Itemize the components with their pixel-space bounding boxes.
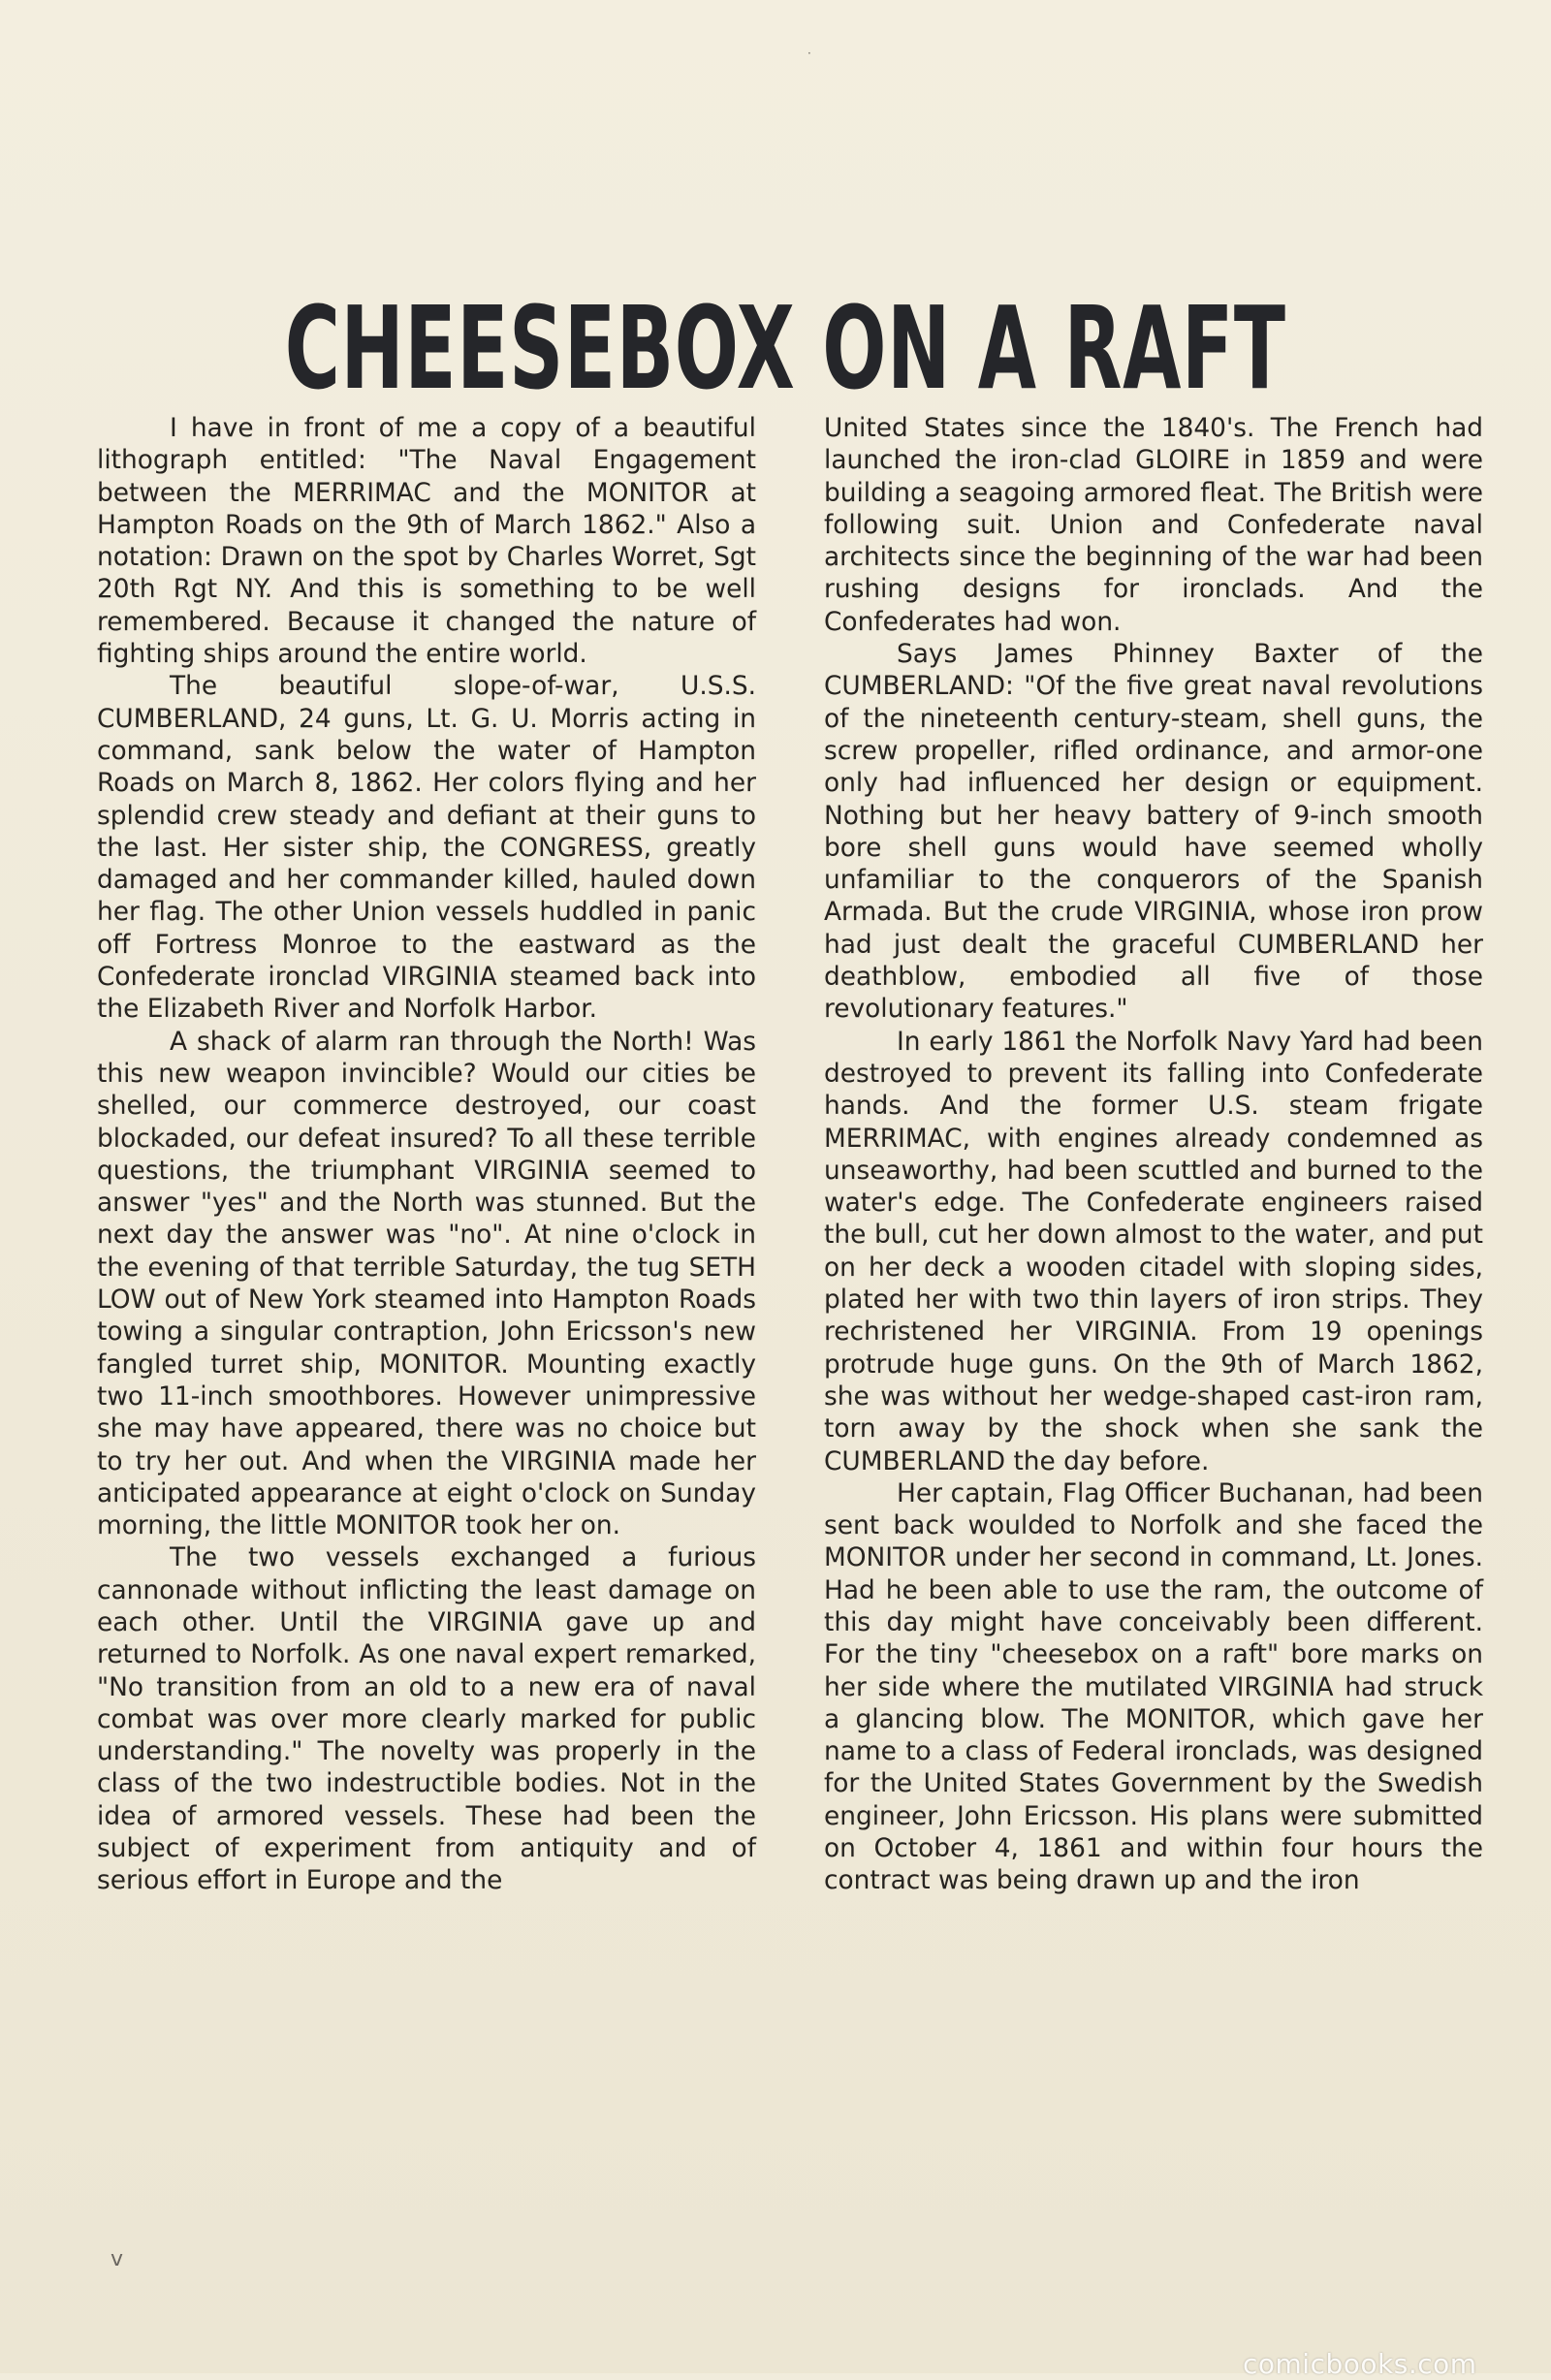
article-paragraph: A shack of alarm ran through the North! Was this new weapon invincible? Would our cities be shelled, our commerce destroyed, our coast blockaded, our defeat insured? To all these terrible questions, the triumphant VIRGINIA seemed to answer "yes" and the North was stunned. But the next day the answer was "no". At nine o'clock in the evening of that terrible Saturday, the tug SETH LOW out of New York steamed into Hampton Roads towing a singular contraption, John Ericsson's new fangled turret ship, MONITOR. Mounting exactly two 11-inch smoothbores. However unimpressive she may have appeared, there was no choice but to try her out. And when the VIRGINIA made her anticipated appearance at eight o'clock on Sunday morning, the little MONITOR took her on. <box>97 1026 756 1541</box>
article-title: CHEESEBOX ON A RAFT <box>284 281 1286 416</box>
article-paragraph: The two vessels exchanged a furious cannonade without inflicting the least damage on each other. Until the VIRGINIA gave up and returned to Norfolk. As one naval expert remarked, "No transition from an old to a new era of naval combat was over more clearly marked for public understanding." The novelty was properly in the class of the two indestructible bodies. Not in the idea of armored vessels. These had been the subject of experiment from antiquity and of serious effort in Europe and the <box>97 1542 756 1896</box>
article-right-column <box>824 412 1483 1897</box>
article-paragraph: I have in front of me a copy of a beautiful lithograph entitled: "The Naval Engagement between the MERRIMAC and the MONITOR at Hampton Roads on the 9th of March 1862." Also a notation: Drawn on the spot by Charles Worret, Sgt 20th Rgt NY. And this is something to be well remembered. Because it changed the nature of fighting ships around the entire world. <box>97 413 756 670</box>
article-paragraph: Says James Phinney Baxter of the CUMBERLAND: "Of the five great naval revolutions of the nineteenth century-steam, shell guns, the screw propeller, rifled ordinance, and armor-one only had influenced her design or equipment. Nothing but her heavy battery of 9-inch smooth bore shell guns would have seemed wholly unfamiliar to the conquerors of the Spanish Armada. But the crude VIRGINIA, whose iron prow had just dealt the graceful CUMBERLAND her deathblow, embodied all five of those revolutionary features." <box>824 639 1483 1025</box>
article-paragraph-continued: United States since the 1840's. The French had launched the iron-clad GLOIRE in 1859 and were building a seagoing armored fleat. The British were following suit. Union and Confederate naval architects since the beginning of the war had been rushing designs for ironclads. And the Confederates had won. <box>824 413 1483 637</box>
bottom-left-mark: v <box>111 2247 124 2271</box>
site-watermark: comicbooks.com <box>1243 2348 1477 2380</box>
article-paragraph: In early 1861 the Norfolk Navy Yard had been destroyed to prevent its falling into Confederate hands. And the former U.S. steam frigate MERRIMAC, with engines already condemned as unseaworthy, had been scuttled and burned to the water's edge. The Confederate engineers raised the bull, cut her down almost to the water, and put on her deck a wooden citadel with sloping sides, plated her with two thin layers of iron strips. They rechristened her VIRGINIA. From 19 openings protrude huge guns. On the 9th of March 1862, she was without her wedge-shaped cast-iron ram, torn away by the shock when she sank the CUMBERLAND the day before. <box>824 1026 1483 1476</box>
article-paragraph: Her captain, Flag Officer Buchanan, had been sent back woulded to Norfolk and she faced the MONITOR under her second in command, Lt. Jones. Had he been able to use the ram, the outcome of this day might have conceivably been different. For the tiny "cheesebox on a raft" bore marks on her side where the mutilated VIRGINIA had struck a glancing blow. The MONITOR, which gave her name to a class of Federal ironclads, was designed for the United States Government by the Swedish engineer, John Ericsson. His plans were submitted on October 4, 1861 and within four hours the contract was being drawn up and the iron <box>824 1477 1483 1896</box>
article-left-column <box>97 412 756 1897</box>
print-speck: · <box>807 47 811 60</box>
article-paragraph: The beautiful slope-of-war, U.S.S. CUMBERLAND, 24 guns, Lt. G. U. Morris acting in command, sank below the water of Hampton Roads on March 8, 1862. Her colors flying and her splendid crew steady and defiant at their guns to the last. Her sister ship, the CONGRESS, greatly damaged and her commander killed, hauled down her flag. The other Union vessels huddled in panic off Fortress Monroe to the eastward as the Confederate ironclad VIRGINIA steamed back into the Elizabeth River and Norfolk Harbor. <box>97 671 756 1025</box>
